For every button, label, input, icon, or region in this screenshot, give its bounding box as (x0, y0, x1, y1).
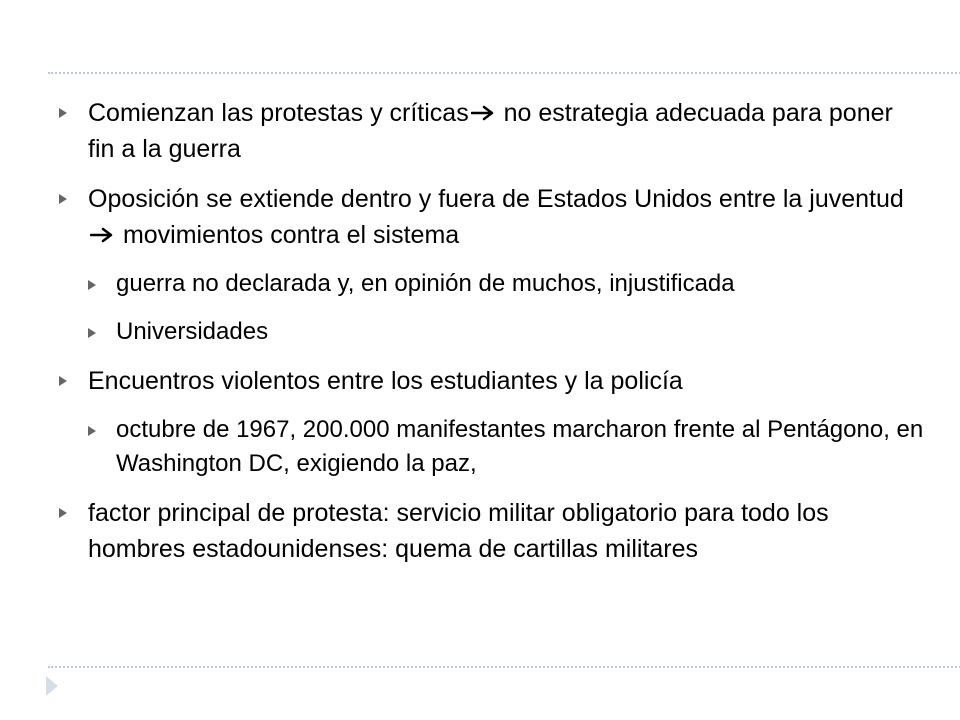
sub-bullet-text: guerra no declarada y, en opinión de muchos, injustificada (116, 270, 735, 297)
sub-bullet-item (56, 267, 926, 301)
bullet-text-continued: no estrategia adecuada para poner fin a la guerra (88, 99, 893, 163)
bottom-dotted-rule (48, 666, 960, 668)
triangle-right-icon (59, 376, 67, 386)
sub-bullet-item (56, 413, 926, 481)
bullet-item (56, 363, 926, 399)
triangle-right-icon (44, 674, 60, 698)
triangle-right-icon (88, 426, 96, 436)
triangle-right-icon (59, 508, 67, 518)
triangle-right-icon (88, 328, 96, 338)
bullet-item (56, 495, 926, 567)
sub-bullet-text: octubre de 1967, 200.000 manifestantes marcharon frente al Pentágono, en Washington DC, exigiendo la paz, (116, 416, 924, 477)
triangle-right-icon (59, 194, 67, 204)
triangle-right-icon (88, 280, 96, 290)
sub-bullet-item (56, 315, 926, 349)
bullet-text: Oposición se extiende dentro y fuera de Estados Unidos entre la juventud (88, 185, 904, 213)
sub-bullet-text: Universidades (116, 318, 269, 345)
bullet-text: Encuentros violentos entre los estudiantes y la policía (88, 367, 683, 395)
bullet-text-continued: movimientos contra el sistema (116, 221, 460, 249)
triangle-right-icon (59, 108, 67, 118)
slide-content (56, 95, 926, 581)
bullet-item (56, 181, 926, 253)
right-arrow-icon (90, 227, 114, 243)
right-arrow-icon (471, 105, 495, 121)
bullet-item (56, 95, 926, 167)
bullet-text: Comienzan las protestas y críticas (88, 99, 469, 127)
bullet-text: factor principal de protesta: servicio militar obligatorio para todo los hombres estadounidenses: quema de cartillas militares (88, 499, 829, 563)
top-dotted-rule (48, 72, 960, 74)
